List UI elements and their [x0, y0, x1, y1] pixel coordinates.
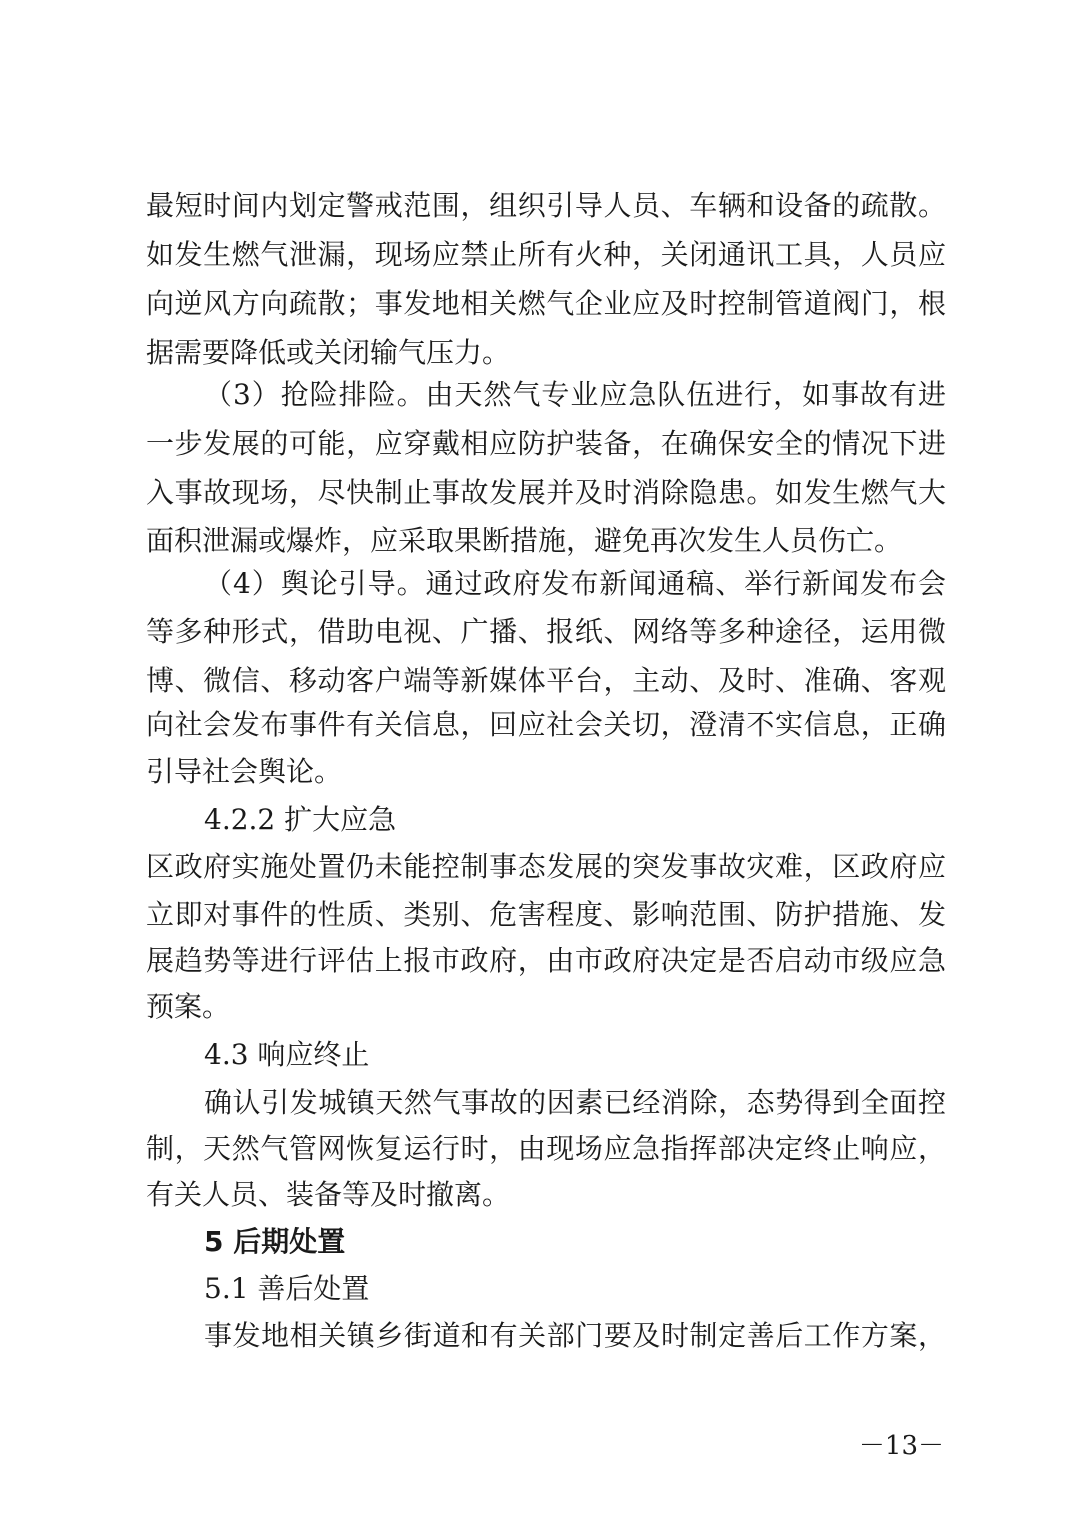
body-line: 事发地相关镇乡街道和有关部门要及时制定善后工作方案， — [204, 1319, 946, 1352]
body-line: 一步发展的可能，应穿戴相应防护装备，在确保安全的情况下进 — [146, 427, 946, 460]
body-line: 向社会发布事件有关信息，回应社会关切，澄清不实信息，正确 — [146, 708, 946, 741]
body-line: 最短时间内划定警戒范围，组织引导人员、车辆和设备的疏散。 — [146, 189, 946, 222]
page-number: －13－ — [858, 1431, 944, 1461]
body-line: （4）舆论引导。通过政府发布新闻通稿、举行新闻发布会 — [204, 567, 946, 600]
section-heading: 4.2.2 扩大应急 — [204, 803, 397, 836]
body-line: 据需要降低或关闭输气压力。 — [146, 336, 511, 369]
section-heading: 4.3 响应终止 — [204, 1038, 370, 1071]
body-line: 等多种形式，借助电视、广播、报纸、网络等多种途径，运用微 — [146, 615, 946, 648]
body-line: 如发生燃气泄漏，现场应禁止所有火种，关闭通讯工具，人员应 — [146, 238, 946, 271]
body-line: 引导社会舆论。 — [146, 755, 343, 788]
body-line: 确认引发城镇天然气事故的因素已经消除，态势得到全面控 — [204, 1086, 946, 1119]
body-line: 有关人员、装备等及时撤离。 — [146, 1178, 511, 1211]
body-line: 立即对事件的性质、类别、危害程度、影响范围、防护措施、发 — [146, 898, 946, 931]
body-line: 入事故现场，尽快制止事故发展并及时消除隐患。如发生燃气大 — [146, 476, 946, 509]
body-line: 预案。 — [146, 990, 231, 1023]
body-line: 向逆风方向疏散；事发地相关燃气企业应及时控制管道阀门，根 — [146, 287, 946, 320]
body-line: 区政府实施处置仍未能控制事态发展的突发事故灾难，区政府应 — [146, 850, 946, 883]
body-line: 展趋势等进行评估上报市政府，由市政府决定是否启动市级应急 — [146, 944, 946, 977]
body-line: 面积泄漏或爆炸，应采取果断措施，避免再次发生人员伤亡。 — [146, 524, 903, 557]
body-line: 博、微信、移动客户端等新媒体平台，主动、及时、准确、客观 — [146, 664, 946, 697]
body-line: 制，天然气管网恢复运行时，由现场应急指挥部决定终止响应， — [146, 1132, 946, 1165]
body-line: （3）抢险排险。由天然气专业应急队伍进行，如事故有进 — [204, 378, 946, 411]
section-heading: 5.1 善后处置 — [204, 1272, 370, 1305]
chapter-heading: 5 后期处置 — [204, 1225, 346, 1258]
